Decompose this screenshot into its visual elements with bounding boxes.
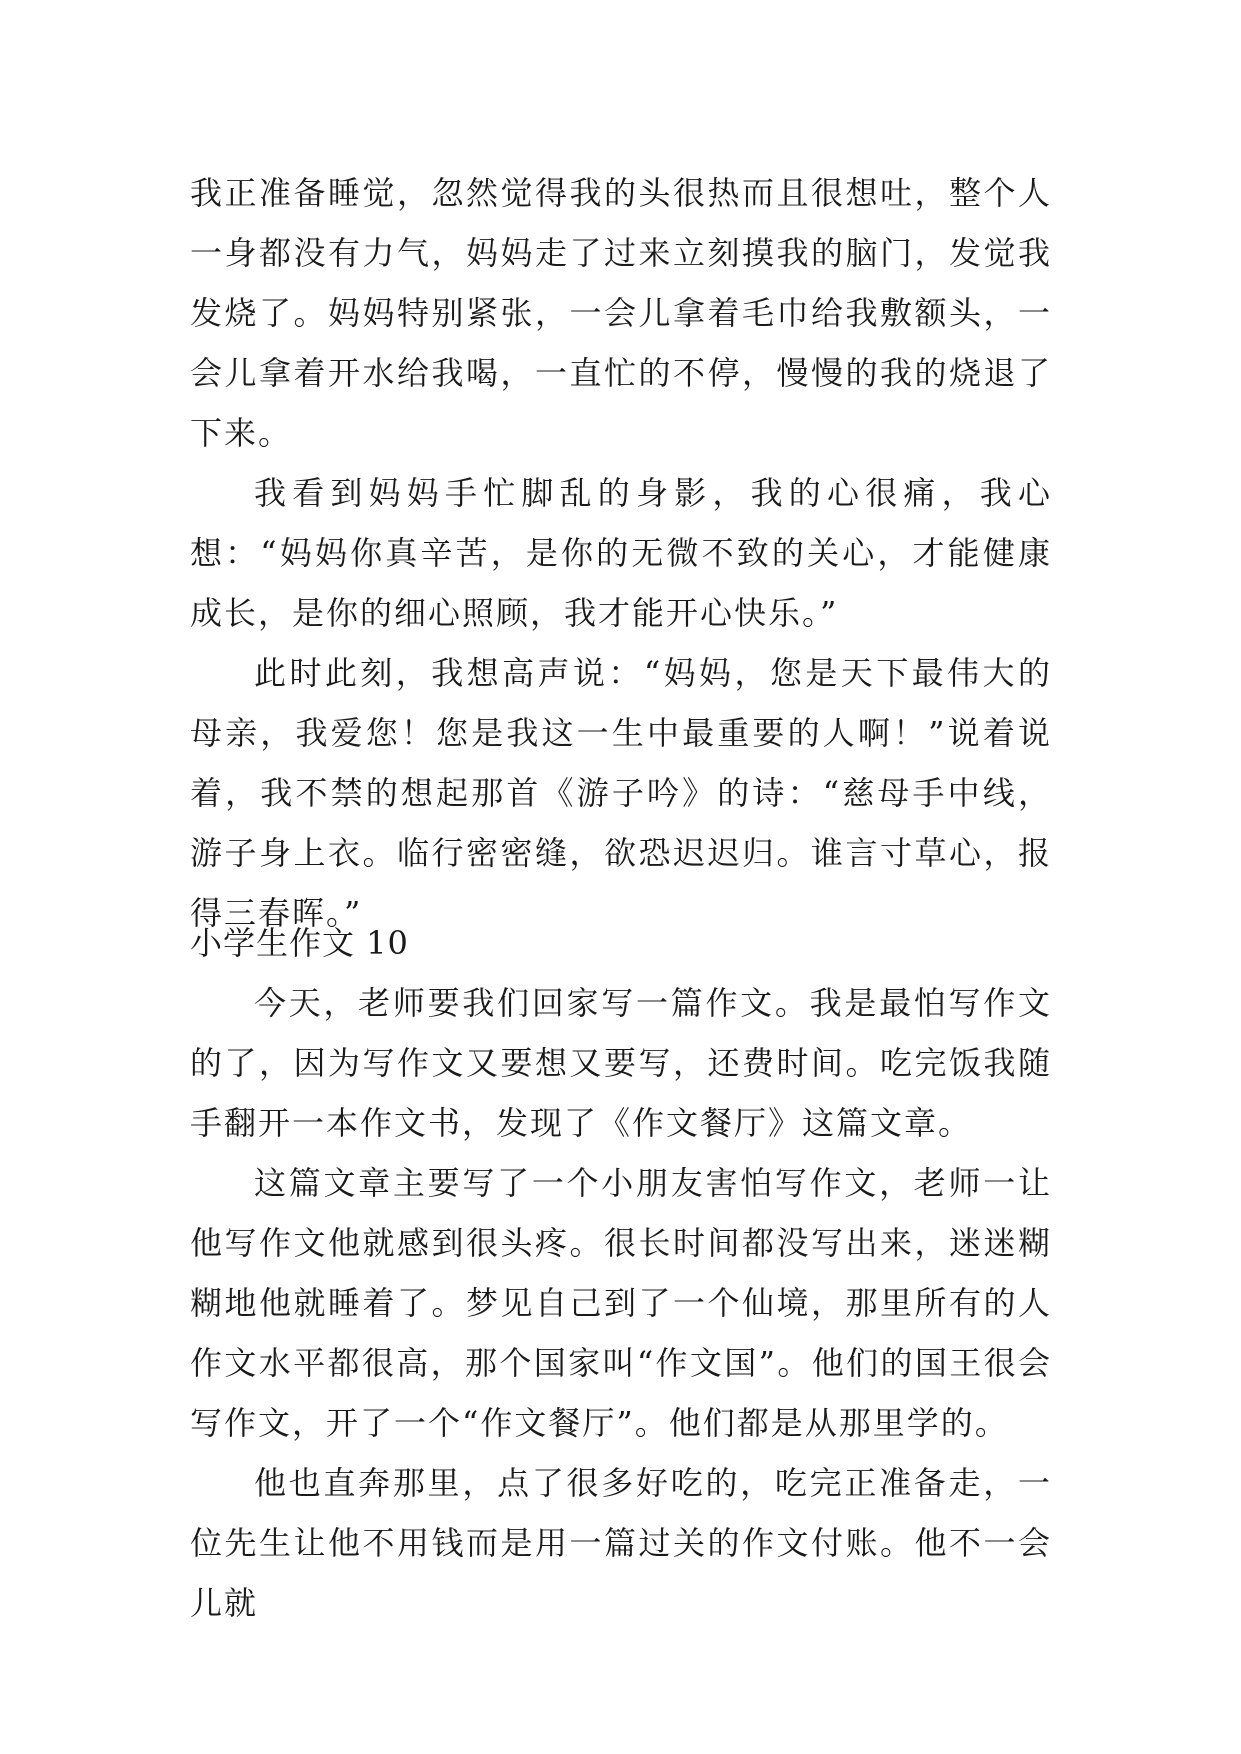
paragraph-mother-care: 我看到妈妈手忙脚乱的身影，我的心很痛，我心想：“妈妈你真辛苦，是你的无微不致的关心，才能健康成长，是你的细心照顾，我才能开心快乐。” — [190, 474, 1052, 632]
section-top — [190, 163, 1052, 943]
paragraph-youziyin: 此时此刻，我想高声说：“妈妈，您是天下最伟大的母亲，我爱您！您是我这一生中最重要的人啊！”说着说着，我不禁的想起那首《游子吟》的诗：“慈母手中线，游子身上衣。临行密密缝，欲恐迟迟归。谁言寸草心，报得三春晖。” — [190, 654, 1052, 932]
paragraph-restaurant: 他也直奔那里，点了很多好吃的，吃完正准备走，一位先生让他不用钱而是用一篇过关的作文付账。他不一会儿就 — [190, 1464, 1052, 1622]
essay-10-title: 小学生作文 10 — [190, 924, 409, 962]
essay-10-body — [190, 973, 1052, 1633]
paragraph-homework: 今天，老师要我们回家写一篇作文。我是最怕写作文的了，因为写作文又要想又要写，还费时间。吃完饭我随手翻开一本作文书，发现了《作文餐厅》这篇文章。 — [190, 984, 1052, 1142]
paragraph-fever: 我正准备睡觉，忽然觉得我的头很热而且很想吐，整个人一身都没有力气，妈妈走了过来立刻摸我的脑门，发觉我发烧了。妈妈特别紧张，一会儿拿着毛巾给我敷额头，一会儿拿着开水给我喝，一直忙的不停，慢慢的我的烧退了下来。 — [190, 174, 1052, 452]
paragraph-article-summary: 这篇文章主要写了一个小朋友害怕写作文，老师一让他写作文他就感到很头疼。很长时间都没写出来，迷迷糊糊地他就睡着了。梦见自己到了一个仙境，那里所有的人作文水平都很高，那个国家叫“作文国”。他们的国王很会写作文，开了一个“作文餐厅”。他们都是从那里学的。 — [190, 1164, 1052, 1442]
